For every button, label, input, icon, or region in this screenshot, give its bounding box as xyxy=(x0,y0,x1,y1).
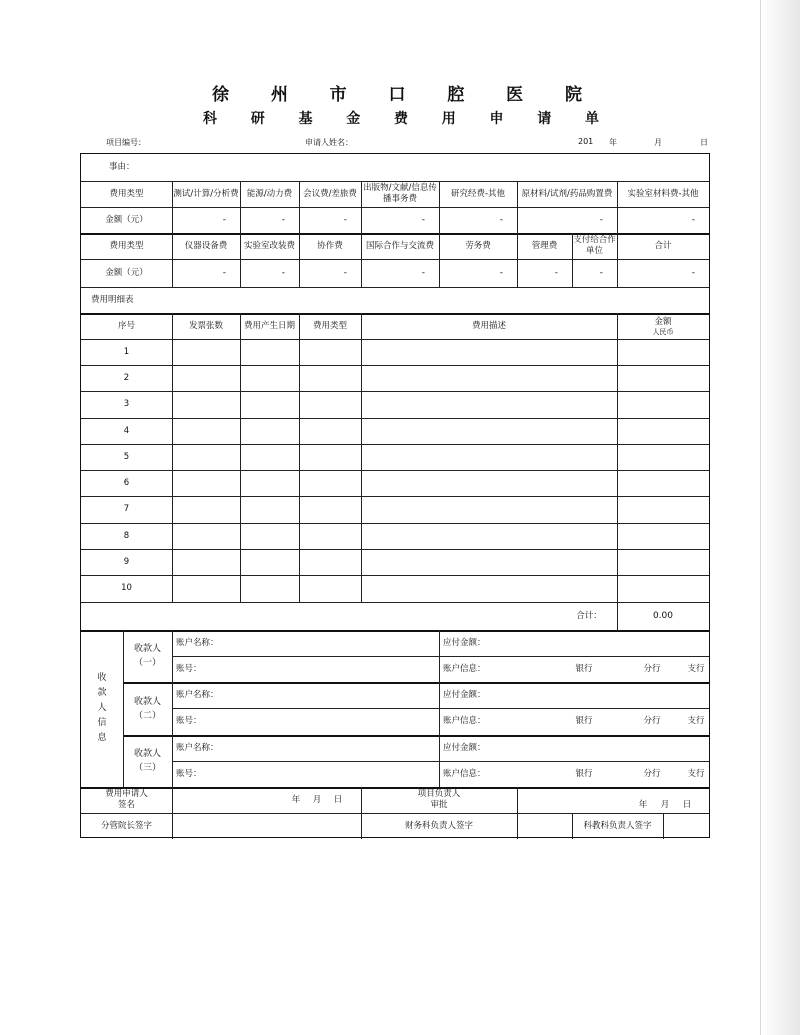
fee-type-header: 劳务费 xyxy=(465,240,491,251)
applicant-signature-line1: 费用申请人 xyxy=(105,789,148,799)
project-leader-line2: 审批 xyxy=(430,800,448,810)
applicant-date-year: 年 xyxy=(291,794,301,805)
detail-header-type: 费用类型 xyxy=(312,320,347,331)
form-title-char: 研 xyxy=(250,111,265,127)
payee-label-index: （三） xyxy=(133,763,161,773)
detail-header-amount: 金额 xyxy=(654,316,672,327)
payee-label-text: 收款人 xyxy=(133,644,161,654)
amount-value: - xyxy=(222,214,226,225)
leader-date-year: 年 xyxy=(638,800,648,810)
detail-row-index: 5 xyxy=(123,451,130,462)
applicant-date-day: 日 xyxy=(333,794,343,805)
payee-1-account-name[interactable]: 账户名称： xyxy=(176,637,219,648)
applicant-name-label: 申请人姓名： xyxy=(305,138,353,147)
detail-header-description: 费用描述 xyxy=(471,320,506,331)
fee-type-header: 实验室改装费 xyxy=(243,240,295,251)
hospital-title-char: 州 xyxy=(270,85,288,105)
payee-2-label xyxy=(123,682,172,735)
payee-2-account-info[interactable]: 账户信息： xyxy=(443,716,486,726)
payee-3-bank: 银行 xyxy=(575,768,593,779)
detail-row-index: 8 xyxy=(123,530,130,541)
amount-value: - xyxy=(343,214,347,225)
fee-type-label: 费用类型 xyxy=(109,188,144,199)
detail-row-index: 7 xyxy=(123,504,130,514)
payee-label-text: 收款人 xyxy=(133,749,161,759)
fee-type-header: 管理费 xyxy=(531,240,558,251)
payee-section-char: 信 xyxy=(97,718,107,728)
fee-type-header: 仪器设备费 xyxy=(184,240,228,251)
payee-3-account-name[interactable]: 账户名称： xyxy=(176,742,219,753)
detail-row-index: 10 xyxy=(121,583,132,593)
fee-type-header: 会议费/差旅费 xyxy=(303,188,357,199)
amount-label: 金额（元） xyxy=(105,267,148,278)
amount-value: - xyxy=(499,267,503,278)
scan-edge-shadow xyxy=(760,0,800,1035)
payee-2-account-name[interactable]: 账户名称： xyxy=(176,689,219,700)
fee-type-header: 实验室材料费-其他 xyxy=(627,188,699,199)
hospital-title-char: 市 xyxy=(329,85,347,105)
amount-value: - xyxy=(222,267,226,278)
payee-2-bank: 银行 xyxy=(575,716,593,726)
payee-1-branch: 分行 xyxy=(643,663,661,674)
fee-type-header: 合计 xyxy=(654,240,672,251)
project-leader-line1: 项目负责人 xyxy=(417,789,461,799)
payee-1-label xyxy=(123,630,172,682)
payee-1-sub-branch: 支行 xyxy=(687,663,705,674)
fee-type-header: 支付给合作单位 xyxy=(573,235,616,256)
form-title-char: 科 xyxy=(203,111,217,127)
hospital-title-char: 院 xyxy=(564,85,582,105)
amount-value: - xyxy=(421,267,425,278)
applicant-signature-label xyxy=(81,787,172,813)
application-form-table xyxy=(80,153,710,838)
form-title-char: 金 xyxy=(346,111,361,127)
form-title-char: 基 xyxy=(298,111,313,127)
amount-value: - xyxy=(421,214,425,225)
project-no-label: 项目编号： xyxy=(106,138,146,147)
scan-edge-line xyxy=(760,0,761,1035)
total-value: 0.00 xyxy=(652,610,674,621)
form-title-char: 费 xyxy=(394,111,408,127)
payee-1-bank: 银行 xyxy=(575,663,593,674)
detail-row-index: 2 xyxy=(123,372,130,383)
fee-type-header: 国际合作与交流费 xyxy=(365,240,434,251)
research-head-signature-label: 科教科负责人签字 xyxy=(583,820,652,831)
payee-section-char: 人 xyxy=(97,703,107,713)
detail-row-index: 1 xyxy=(123,346,130,357)
fee-type-header: 出版物/文献/信息传播事务费 xyxy=(363,183,437,204)
project-leader-label xyxy=(361,787,517,813)
hospital-title-char: 医 xyxy=(506,85,524,105)
fee-type-header: 研究经费-其他 xyxy=(450,188,506,199)
payee-section-char: 息 xyxy=(97,733,107,743)
amount-value: - xyxy=(499,214,503,225)
form-title-char: 请 xyxy=(537,111,552,127)
leader-date-day: 日 xyxy=(682,800,692,810)
hospital-title-char: 徐 xyxy=(212,85,229,105)
payee-2-payable[interactable]: 应付金额： xyxy=(443,689,486,700)
detail-header-date: 费用产生日期 xyxy=(244,320,296,331)
detail-header-index: 序号 xyxy=(117,320,135,331)
amount-value: - xyxy=(691,214,695,225)
detail-header-currency: 人民币 xyxy=(652,327,674,336)
payee-label-index: （二） xyxy=(133,710,161,721)
payee-3-account-info[interactable]: 账户信息： xyxy=(443,768,486,779)
amount-value: - xyxy=(281,214,285,225)
payee-section-char: 款 xyxy=(97,688,107,698)
day-unit: 日 xyxy=(700,138,708,147)
amount-value: - xyxy=(691,267,695,278)
amount-value: - xyxy=(554,267,558,278)
amount-value: - xyxy=(599,267,603,278)
payee-1-payable[interactable]: 应付金额： xyxy=(443,637,486,648)
detail-row-index: 4 xyxy=(123,425,130,436)
payee-3-label xyxy=(123,735,172,787)
amount-value: - xyxy=(599,214,603,225)
fee-type-header: 能源/动力费 xyxy=(246,188,293,199)
payee-3-sub-branch: 支行 xyxy=(687,768,705,779)
detail-row-index: 6 xyxy=(123,477,130,488)
vice-president-signature-label: 分管院长签字 xyxy=(100,820,152,831)
detail-row-index: 9 xyxy=(123,556,130,567)
detail-row-index: 3 xyxy=(123,399,130,409)
form-title-char: 申 xyxy=(489,111,504,127)
total-label: 合计： xyxy=(576,610,602,621)
payee-label-text: 收款人 xyxy=(133,696,161,707)
reason-label: 事由： xyxy=(109,162,135,172)
hospital-title-char: 腔 xyxy=(447,85,465,105)
fee-type-header: 测试/计算/分析费 xyxy=(173,188,239,199)
amount-label: 金额（元） xyxy=(105,214,148,225)
fee-type-label: 费用类型 xyxy=(109,240,144,251)
year-value: 201 xyxy=(578,137,594,146)
month-unit: 月 xyxy=(654,138,662,147)
payee-2-branch: 分行 xyxy=(643,716,661,726)
fee-type-header: 原材料/试剂/药品购置费 xyxy=(521,188,613,199)
form-title-char: 单 xyxy=(585,111,599,127)
hospital-title xyxy=(212,80,582,105)
form-title xyxy=(203,108,599,128)
payee-3-branch: 分行 xyxy=(643,768,661,779)
payee-1-account-info[interactable]: 账户信息： xyxy=(443,663,486,674)
payee-2-sub-branch: 支行 xyxy=(687,716,705,726)
amount-value: - xyxy=(343,267,347,278)
payee-label-index: （一） xyxy=(133,658,161,668)
payee-1-account-no[interactable]: 账号： xyxy=(176,663,202,674)
detail-header-invoice-count: 发票张数 xyxy=(188,320,223,331)
payee-section-char: 收 xyxy=(97,673,107,683)
fee-type-header: 协作费 xyxy=(317,240,343,251)
detail-section-label: 费用明细表 xyxy=(91,294,134,305)
year-unit: 年 xyxy=(609,138,617,147)
finance-head-signature-label: 财务科负责人签字 xyxy=(404,820,473,831)
applicant-signature-line2: 签名 xyxy=(117,800,135,810)
form-title-char: 用 xyxy=(441,111,456,127)
payee-3-account-no[interactable]: 账号： xyxy=(176,768,202,779)
payee-3-payable[interactable]: 应付金额： xyxy=(443,742,486,753)
leader-date-month: 月 xyxy=(660,800,670,810)
applicant-date-month: 月 xyxy=(312,794,322,805)
payee-section-label xyxy=(81,630,123,787)
amount-value: - xyxy=(281,267,285,278)
hospital-title-char: 口 xyxy=(388,85,406,105)
payee-2-account-no[interactable]: 账号： xyxy=(176,716,202,726)
